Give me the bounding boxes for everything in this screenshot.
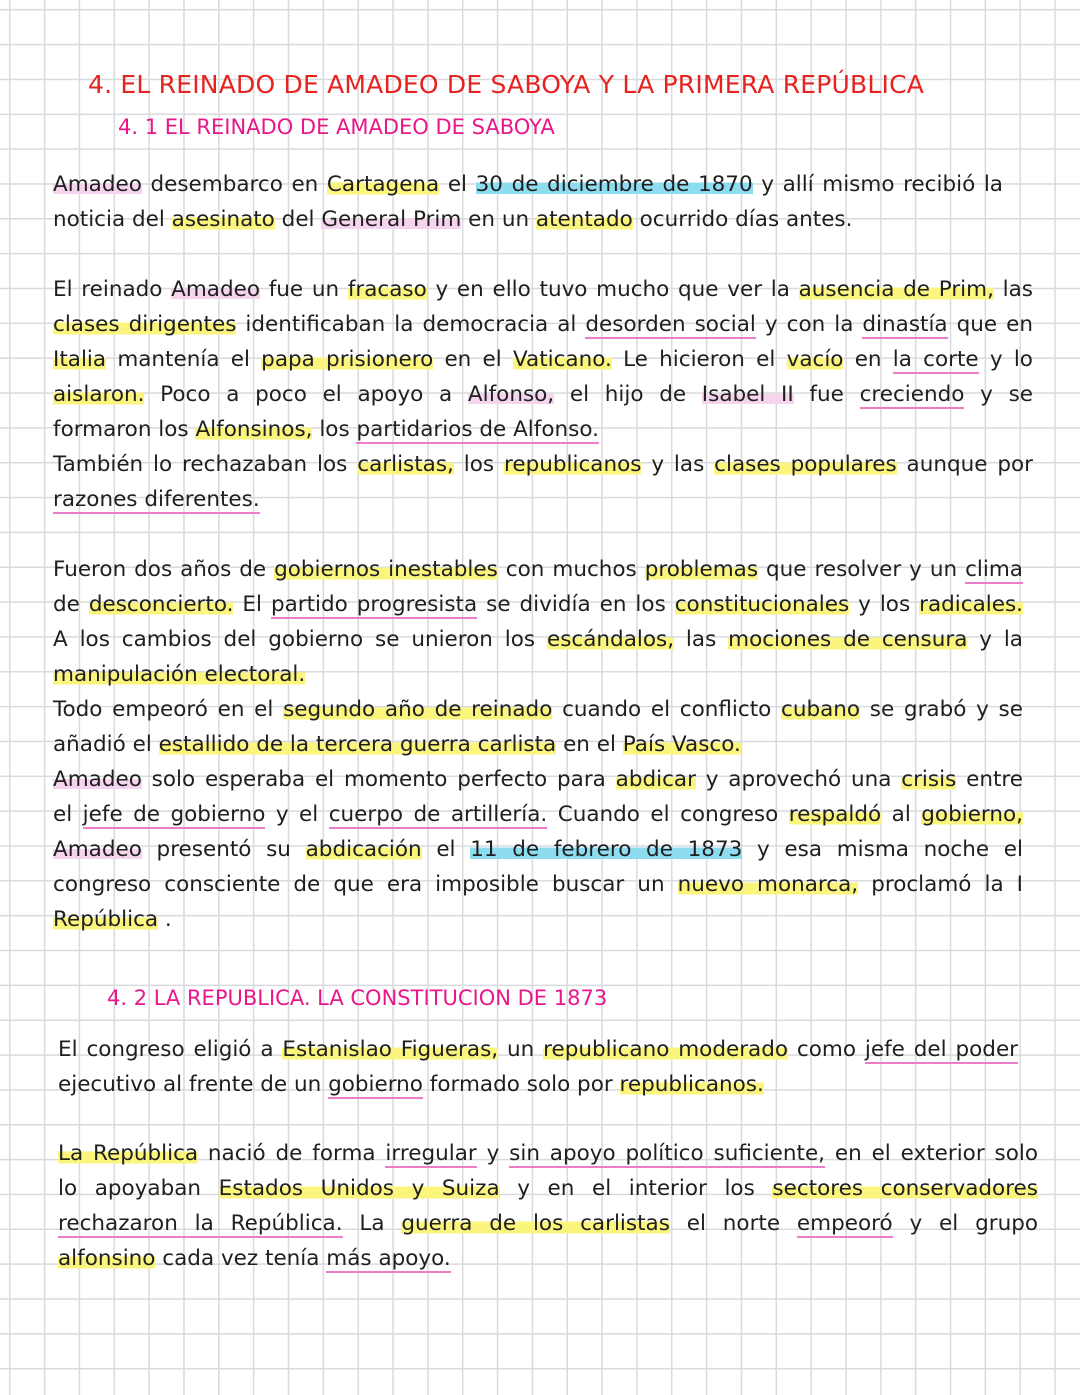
text-line: lo apoyaban Estados Unidos y Suiza y en el interior los sectores conservadores xyxy=(58,1176,1038,1201)
paragraph-figueras xyxy=(58,1032,1018,1102)
paragraph-failure xyxy=(53,272,1033,517)
text-line: Amadeo solo esperaba el momento perfecto para abdicar y aprovechó una crisis entre xyxy=(53,767,1023,792)
text-line: noticia del asesinato del General Prim en un atentado ocurrido días antes. xyxy=(53,207,853,232)
text-line: Fueron dos años de gobiernos inestables con muchos problemas que resolver y un clima xyxy=(53,557,1023,582)
text-line: El congreso eligió a Estanislao Figueras, un republicano moderado como jefe del poder xyxy=(58,1037,1019,1062)
text-line: rechazaron la República. La guerra de los carlistas el norte empeoró y el grupo xyxy=(58,1211,1039,1236)
text-line: aislaron. Poco a poco el apoyo a Alfonso, el hijo de Isabel II fue creciendo y se xyxy=(53,382,1033,407)
text-line: También lo rechazaban los carlistas, los republicanos y las clases populares aunque por xyxy=(53,452,1033,477)
section-heading-amadeo: 4. 1 EL REINADO DE AMADEO DE SABOYA xyxy=(118,115,555,139)
text-line: de desconcierto. El partido progresista se dividía en los constitucionales y los radicales. xyxy=(53,592,1023,617)
paragraph-instability xyxy=(53,552,1023,937)
text-line: Amadeo desembarco en Cartagena el 30 de diciembre de 1870 y allí mismo recibió la xyxy=(53,172,1003,197)
text-line: manipulación electoral. xyxy=(53,662,306,687)
text-line: Todo empeoró en el segundo año de reinado cuando el conflicto cubano se grabó y se xyxy=(53,697,1023,722)
text-line: congreso consciente de que era imposible buscar un nuevo monarca, proclamó la I xyxy=(53,872,1024,897)
text-line: formaron los Alfonsinos, los partidarios de Alfonso. xyxy=(53,417,599,442)
text-line: Amadeo presentó su abdicación el 11 de febrero de 1873 y esa misma noche el xyxy=(53,837,1023,862)
text-line: alfonsino cada vez tenía más apoyo. xyxy=(58,1246,451,1271)
paragraph-arrival xyxy=(53,167,1003,237)
text-line: ejecutivo al frente de un gobierno formado solo por republicanos. xyxy=(58,1072,764,1097)
text-line: A los cambios del gobierno se unieron los escándalos, las mociones de censura y la xyxy=(53,627,1023,652)
text-line: el jefe de gobierno y el cuerpo de artillería. Cuando el congreso respaldó al gobierno, xyxy=(53,802,1023,827)
text-line: Italia mantenía el papa prisionero en el Vaticano. Le hicieron el vacío en la corte y lo xyxy=(53,347,1033,372)
text-line: clases dirigentes identificaban la democracia al desorden social y con la dinastía que en xyxy=(53,312,1033,337)
text-line: añadió el estallido de la tercera guerra carlista en el País Vasco. xyxy=(53,732,741,757)
text-line: razones diferentes. xyxy=(53,487,260,512)
section-heading-republica: 4. 2 LA REPUBLICA. LA CONSTITUCION DE 1873 xyxy=(107,986,608,1010)
page-title: 4. EL REINADO DE AMADEO DE SABOYA Y LA PRIMERA REPÚBLICA xyxy=(88,70,925,99)
text-line: El reinado Amadeo fue un fracaso y en ello tuvo mucho que ver la ausencia de Prim, las xyxy=(53,277,1033,302)
text-line: La República nació de forma irregular y sin apoyo político suficiente, en el exterior solo xyxy=(58,1141,1038,1166)
text-line: República . xyxy=(53,907,172,932)
paragraph-republic-birth xyxy=(58,1136,1038,1276)
